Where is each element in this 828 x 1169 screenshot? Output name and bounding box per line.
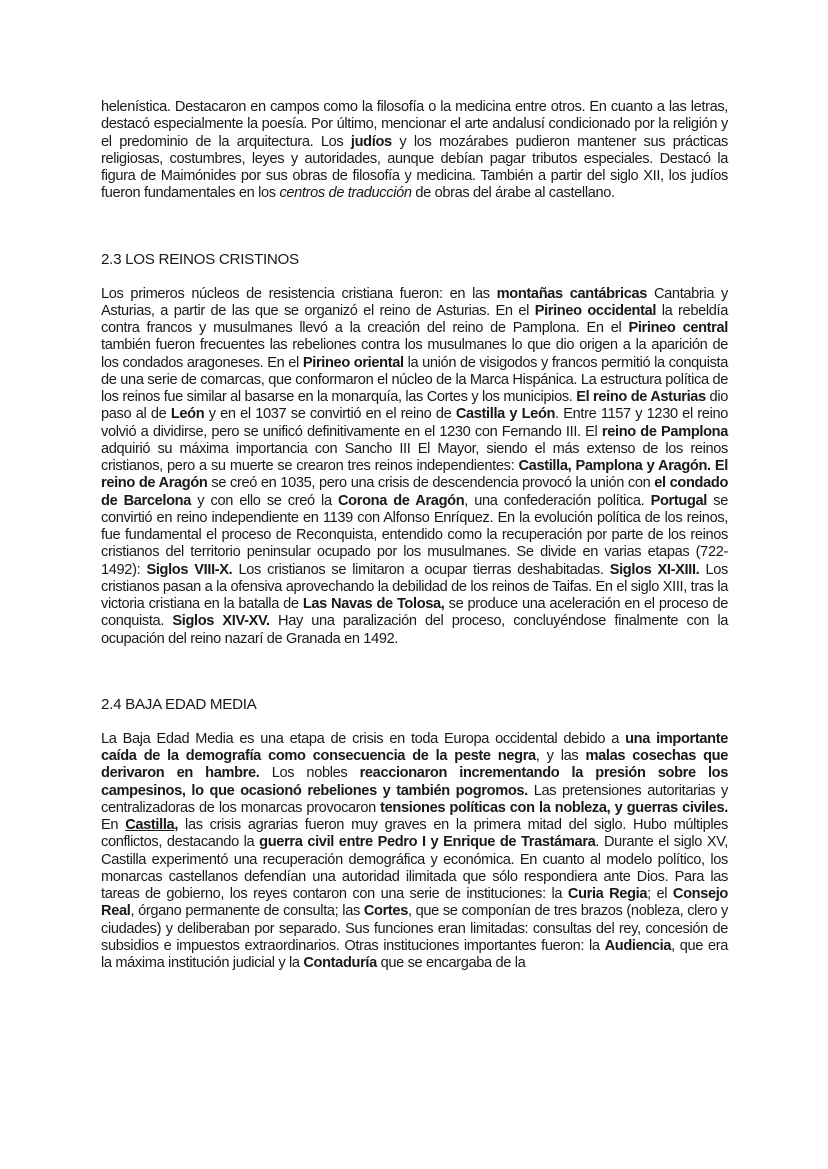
bold-text: Cortes — [363, 903, 408, 920]
document-page — [101, 99, 728, 972]
text-run: se produce una aceleración en el proceso de conquista. — [101, 596, 729, 630]
section-heading: 2.4 BAJA EDAD MEDIA — [101, 695, 257, 713]
text-run: La Baja Edad Media es una etapa de crisis en toda Europa occidental debido a — [101, 730, 626, 747]
bold-text: el condado de Barcelona — [101, 475, 729, 509]
bold-text: Siglos XIV-XV. — [172, 613, 270, 630]
bold-text: Siglos VIII-X. — [146, 561, 233, 578]
text-run: se creó en 1035, pero una crisis de descendencia provocó la unión con — [207, 475, 655, 492]
bold-text: Contaduría — [303, 955, 377, 971]
bold-text: El reino de Asturias — [576, 389, 706, 405]
bold-text: Curia Regia — [567, 886, 648, 902]
section-paragraph — [101, 731, 728, 973]
text-run: En — [101, 817, 126, 833]
bold-text: Portugal — [650, 492, 707, 509]
text-run: . Durante el siglo XV, Castilla experimentó una recuperación demográfica y económica. En cuanto al modelo político, los monarcas castellanos defendían una autoridad ilimitada que sólo respondiera ante Dios. Para las tareas de gobierno, los reyes contaron con una serie de instituciones: la — [101, 834, 728, 902]
text-run: la rebeldía contra francos y musulmanes llevó a la creación del reino de Pamplona. En el — [101, 302, 728, 336]
text-run: . Entre 1157 y 1230 el reino volvió a dividirse, pero se unificó definitivamente en el 1230 con Fernando III. El — [101, 406, 728, 440]
bold-text: malas cosechas que derivaron en hambre. — [101, 748, 728, 782]
bold-text: Siglos XI-XIII. — [609, 561, 700, 578]
bold-text: Pirineo occidental — [534, 302, 657, 319]
section-baja-edad-media — [101, 696, 728, 973]
text-run: , que era la máxima institución judicial y la — [101, 937, 728, 971]
text-run: , órgano permanente de consulta; las — [130, 903, 364, 920]
bold-text: una importante caída de la demografía como consecuencia de la peste negra — [101, 730, 728, 764]
text-run: dio paso al de — [101, 389, 728, 423]
bold-text: Pirineo oriental — [302, 354, 404, 371]
section-heading: 2.3 LOS REINOS CRISTINOS — [101, 250, 299, 268]
bold-text: , — [174, 817, 179, 833]
text-run: y en el 1037 se convirtió en el reino de — [204, 406, 456, 423]
text-run: de obras del árabe al castellano. — [411, 185, 615, 202]
bold-text: Castilla y León — [455, 406, 556, 423]
bold-underlined-text: Castilla — [125, 817, 175, 833]
text-run: Los nobles — [259, 765, 360, 782]
section-reinos-cristinos — [101, 251, 728, 648]
bold-text: reino de Pamplona — [601, 423, 728, 440]
text-run: Las pretensiones autoritarias y centralizadoras de los monarcas provocaron — [101, 782, 728, 816]
bold-text: montañas cantábricas — [496, 285, 648, 302]
text-run: se convirtió en reino independiente en 1139 con Alfonso Enríquez. En la evolución política de los reinos, fue fundamental el proceso de Reconquista, entendido como la recuperación por parte de los reinos cristianos del territorio peninsular ocupado por los musulmanes. Se divide en varias etapas (722-1492): — [101, 492, 728, 578]
text-run: helenística. Destacaron en campos como la filosofía o la medicina entre otros. En cuanto a las letras, destacó especialmente la poesía. Por último, mencionar el arte andalusí condicionado por la religión y el predominio de la arquitectura. Los — [101, 99, 728, 150]
bold-text: Corona de Aragón — [337, 492, 465, 509]
bold-text: judíos — [350, 133, 392, 150]
spacer — [101, 203, 728, 251]
text-run: también fueron frecuentes las rebeliones contra los musulmanes lo que dio origen a la aparición de los condados aragoneses. En el — [101, 337, 728, 371]
spacer — [101, 714, 728, 731]
bold-text: Las Navas de Tolosa, — [302, 596, 445, 612]
text-run: las crisis agrarias fueron muy graves en la primera mitad del siglo. Hubo múltiples conflictos, destacando la — [101, 817, 729, 851]
bold-text: Castilla, Pamplona y Aragón. El reino de Aragón — [101, 458, 728, 492]
text-run: Los primeros núcleos de resistencia cristiana fueron: en las — [101, 285, 497, 302]
text-run: ; el — [647, 886, 673, 902]
text-run: la unión de visigodos y francos permitió la conquista de una serie de comarcas, que conformaron el núcleo de la Marca Hispánica. La estructura política de los reinos fue similar al basarse en la monarquía, las Cortes y los municipios. — [101, 354, 729, 405]
text-run: adquirió su máxima importancia con Sancho III El Mayor, siendo el más extenso de los reinos cristianos, pero a su muerte se crearon tres reinos independientes: — [101, 440, 728, 474]
text-run: Los cristianos pasan a la ofensiva aprovechando la debilidad de los reinos de Taifas. En el siglo XIII, tras la victoria cristiana en la batalla de — [101, 561, 728, 612]
text-run: que se encargaba de la — [376, 955, 526, 971]
bold-text: Consejo Real — [101, 886, 728, 920]
text-run: y con ello se creó la — [191, 492, 338, 509]
bold-text: León — [170, 406, 205, 423]
text-run: Cantabria y Asturias, a partir de las que se organizó el reino de Asturias. En el — [101, 285, 729, 319]
text-run: , y las — [535, 748, 586, 764]
intro-paragraph — [101, 99, 728, 203]
text-run: , que se componían de tres brazos (nobleza, clero y ciudades) y deliberaban por separado. Sus funciones eran limitadas: consultas del rey, concesión de subsidios e impuestos extraordinarios. Otras instituciones importantes fueron: la — [101, 903, 728, 954]
bold-text: Audiencia — [604, 937, 672, 954]
bold-text: reaccionaron incrementando la presión sobre los campesinos, lo que ocasionó rebeliones y también pogromos. — [101, 765, 729, 799]
bold-text: Pirineo central — [628, 320, 728, 336]
spacer — [101, 269, 728, 286]
text-run: Los cristianos se limitaron a ocupar tierras deshabitadas. — [232, 561, 610, 578]
section-paragraph — [101, 286, 728, 648]
text-run: , una confederación política. — [464, 492, 651, 509]
italic-text: centros de traducción — [279, 185, 412, 202]
text-run: y los mozárabes pudieron mantener sus prácticas religiosas, costumbres, leyes y autoridades, aunque debían pagar tributos especiales. Destacó la figura de Maimónides por sus obras de filosofía y medicina. También a partir del siglo XII, los judíos fueron fundamentales en los — [101, 133, 728, 202]
bold-text: guerra civil entre Pedro I y Enrique de Trastámara — [259, 834, 596, 851]
bold-text: tensiones políticas con la nobleza, y guerras civiles. — [380, 799, 728, 816]
spacer — [101, 648, 728, 696]
text-run: Hay una paralización del proceso, concluyéndose finalmente con la ocupación del reino nazarí de Granada en 1492. — [101, 613, 729, 647]
